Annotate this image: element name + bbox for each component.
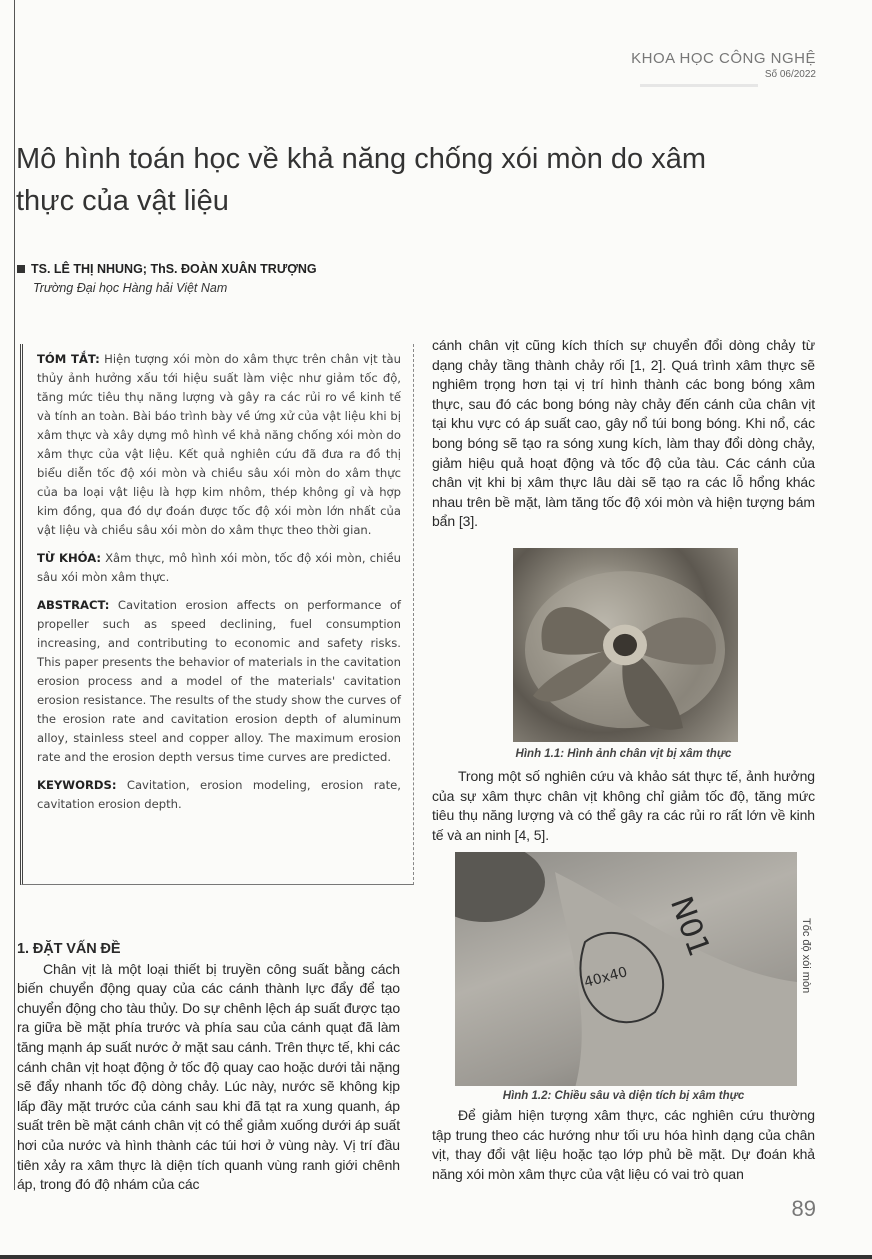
- body-paragraph: Trong một số nghiên cứu và khảo sát thực tế, ảnh hưởng của sự xâm thực chân vịt không chỉ giảm tốc độ, tăng mức tiêu thụ năng lượng và có thể gây ra các rủi ro rất lớn về kinh tế và an ninh [4, 5].: [432, 768, 815, 843]
- header-rule: [640, 84, 758, 87]
- body-paragraph: Để giảm hiện tượng xâm thực, các nghiên cứu thường tập trung theo các hướng như tối ưu hóa hình dạng của chân vịt, thay đổi vật liệu hoặc tạo lớp phủ bề mặt. Dự đoán khả năng xói mòn xâm thực của vật liệu có vai trò quan: [432, 1107, 815, 1182]
- page-number: 89: [791, 1196, 816, 1221]
- propeller-photo: [513, 548, 738, 742]
- tomtat-text: Hiện tượng xói mòn do xâm thực trên chân vịt tàu thủy ảnh hưởng xấu tới hiệu suất làm việc như giảm tốc độ, tăng mức tiêu thụ năng lượng và gây ra các rủi ro về kinh tế và tính an toàn. Bài báo trình bày về ứng xử của vật liệu khi bị xâm thực và xây dựng mô hình về khả năng chống xói mòn do xâm thực của vật liệu. Kết quả nghiên cứu đã đưa ra đồ thị biểu diễn tốc độ xói mòn và chiều sâu xói mòn do xâm thực của ba loại vật liệu là hợp kim nhôm, thép không gỉ và hợp kim đồng, qua đó dự đoán được tốc độ xói mòn lớn nhất của vật liệu và chiều sâu xói mòn do xâm thực theo thời gian.: [37, 352, 401, 537]
- author-names: TS. LÊ THỊ NHUNG; ThS. ĐOÀN XUÂN TRƯỢNG: [31, 262, 317, 276]
- handwritten-mark: 40x40: [582, 964, 630, 992]
- right-column-body-mid: [432, 767, 815, 845]
- body-paragraph: Chân vịt là một loại thiết bị truyền công suất bằng cách biến chuyển động quay của các cánh thành lực đẩy để tạo chuyển động cho tàu thủy. Do sự chênh lệch áp suất được tạo ra giữa bề mặt phía trước và phía sau của cánh quạt đã làm tăng mạnh áp suất nước ở mặt sau cánh. Trên thực tế, khi các cánh chân vịt hoạt động ở tốc độ quay cao hoặc dưới tải nặng sẽ đẩy nhanh tốc độ dòng chảy. Lúc này, nước sẽ không kịp lấp đầy mặt trước của cánh sau khi đã tạt ra xung quanh, áp suất trên bề mặt cánh chân vịt có thể giảm xuống dưới áp suất hơi của nước và hình thành các túi hơi ở vùng này. Vị trí đầu tiên xảy ra xâm thực là diện tích quanh vùng ranh giới chênh áp, trong đó độ nhám của các: [17, 960, 400, 1193]
- keywords-label: KEYWORDS:: [37, 778, 117, 792]
- abstract-label: ABSTRACT:: [37, 598, 110, 612]
- tukhoa-paragraph: [37, 549, 401, 587]
- handwritten-mark: N01: [662, 892, 717, 962]
- section-label: KHOA HỌC CÔNG NGHỆ: [631, 50, 816, 67]
- tukhoa-text: Xâm thực, mô hình xói mòn, tốc độ xói mòn, chiều sâu xói mòn xâm thực.: [37, 551, 402, 584]
- body-paragraph-cont: cánh chân vịt cũng kích thích sự chuyển đổi dòng chảy từ dạng chảy tầng thành chảy rối [1, 2]. Quá trình xâm thực sẽ nghiêm trọng hơn tại vị trí hình thành các bong bóng xâm thực, sau đó các bong bóng này chảy đến cánh của chân vịt tại khu vực có áp suất cao, gây nổ túi bong bóng. Khi nổ, các bong bóng sẽ tạo ra sóng xung kích, làm thay đổi dòng chảy, giảm hiệu quả hoạt động và tốc độ của tàu. Các cánh của chân vịt khi bị xâm thực lâu dài sẽ tạo ra các lỗ hổng khác nhau trên bề mặt, làm tăng tốc độ xói mòn và hiện tượng bám bẩn [3].: [432, 337, 815, 530]
- tukhoa-label: TỪ KHÓA:: [37, 551, 102, 565]
- abstract-paragraph: [37, 596, 401, 767]
- tomtat-label: TÓM TẮT:: [37, 352, 100, 366]
- tomtat-paragraph: [37, 350, 401, 540]
- figure-2-caption: Hình 1.2: Chiều sâu và diện tích bị xâm thực: [502, 1090, 745, 1102]
- right-column-body-top: [432, 336, 815, 532]
- keywords-text: Cavitation, erosion modeling, erosion rate, cavitation erosion depth.: [37, 778, 401, 811]
- section-heading: 1. ĐẶT VẤN ĐỀ: [17, 941, 121, 957]
- paper-title: Mô hình toán học về khả năng chống xói mòn do xâm thực của vật liệu: [16, 143, 706, 217]
- keywords-paragraph: [37, 776, 401, 814]
- affiliation: Trường Đại học Hàng hải Việt Nam: [33, 281, 228, 295]
- issue-label: Số 06/2022: [764, 69, 816, 80]
- scan-edge: [0, 1255, 872, 1259]
- authors: [17, 262, 317, 276]
- erosion-illustration: [455, 852, 797, 1086]
- figure-2-side-label: Tốc độ xói mòn: [800, 918, 812, 994]
- abstract-text: Cavitation erosion affects on performance of propeller such as speed declining, fuel consumption increasing, and contributing to economic and safety risks. This paper presents the behavior of materials in the cavitation erosion process and a model of the materials' cavitation erosion resistance. The results of the study show the curves of the erosion rate and cavitation erosion depth of aluminum alloy, stainless steel and copper alloy. The maximum erosion rate and the erosion depth versus time curves are predicted.: [37, 598, 401, 764]
- right-column-body-bottom: [432, 1106, 815, 1184]
- figure-1-caption: Hình 1.1: Hình ảnh chân vịt bị xâm thực: [515, 748, 732, 760]
- running-header: [631, 50, 816, 80]
- propeller-illustration: [513, 548, 738, 742]
- margin-rule: [14, 0, 15, 1190]
- left-column-body: [17, 940, 400, 1195]
- erosion-depth-photo: [455, 852, 797, 1086]
- bullet-square-icon: [17, 265, 25, 273]
- abstract-box: [20, 344, 414, 885]
